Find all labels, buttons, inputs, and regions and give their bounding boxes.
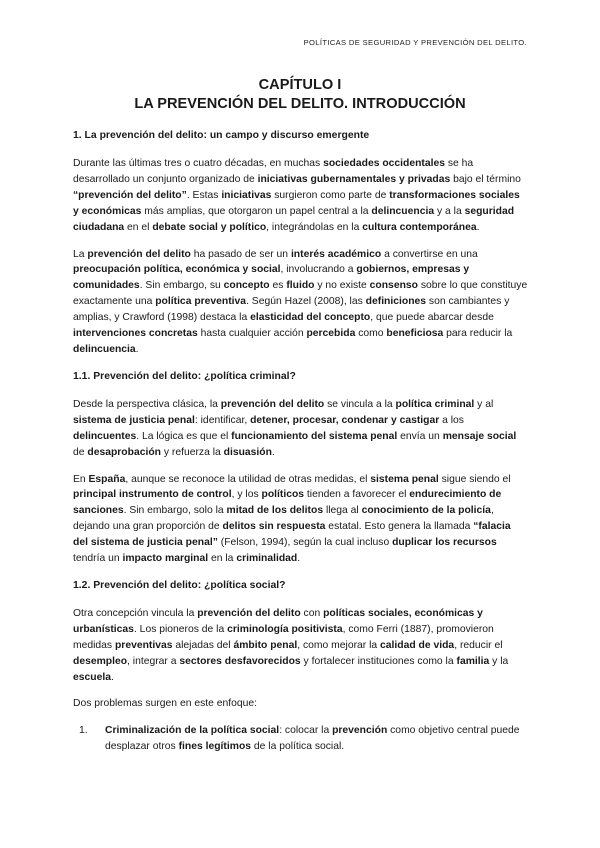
bold-term: sistema penal xyxy=(370,473,439,485)
bold-term: transformaciones sociales y económicas xyxy=(73,189,520,217)
section-heading: 1. La prevención del delito: un campo y discurso emergente xyxy=(73,130,370,141)
bold-term: prevención del delito xyxy=(220,398,325,410)
bold-term: política preventiva xyxy=(155,296,247,308)
bold-term: iniciativas gubernamentales y privadas xyxy=(257,173,451,185)
bold-term: fines legítimos xyxy=(178,741,252,753)
bold-term: funcionamiento del sistema penal xyxy=(231,430,398,442)
body-content xyxy=(73,128,528,755)
bold-term: políticos xyxy=(261,489,305,501)
bold-term: disuasión xyxy=(223,446,272,458)
bold-term: preventivas xyxy=(114,639,173,651)
list-item xyxy=(73,723,528,755)
bold-term: intervenciones concretas xyxy=(73,328,198,340)
bold-term: calidad de vida xyxy=(380,639,455,651)
section-heading: 1.2. Prevención del delito: ¿política social? xyxy=(73,579,286,591)
chapter-number: CAPÍTULO I xyxy=(258,77,342,93)
section-heading: 1.1. Prevención del delito: ¿política criminal? xyxy=(73,370,296,382)
paragraph: En España, aunque se reconoce la utilidad de otras medidas, el sistema penal sigue siendo el principal instrumento de control, y los políticos tienden a favorecer el endurecimiento de sanciones. Sin embargo, solo la mitad de los delitos llega al conocimiento de la policía, dejando una gran proporción de delitos sin respuesta estatal. Esto genera la llamada “falacia del sistema de justicia penal” (Felson, 1994), según la cual incluso duplicar los recursos tendría un impacto marginal en la criminalidad. xyxy=(73,473,511,565)
chapter-heading xyxy=(0,76,600,114)
bold-term: desempleo xyxy=(73,655,128,667)
bold-term: concepto xyxy=(223,280,270,292)
paragraph: Otra concepción vincula la prevención del delito con políticas sociales, económicas y urbanísticas. Los pioneros de la criminología positivista, como Ferri (1887), promovieron medidas preventivas alejadas del ámbito penal, como mejorar la calidad de vida, reducir el desempleo, integrar a sectores desfavorecidos y fortalecer instituciones como la familia y la escuela. xyxy=(73,607,509,683)
bold-term: sistema de justicia penal xyxy=(73,414,195,426)
section-1-2 xyxy=(73,578,528,712)
bold-term: España xyxy=(88,473,126,485)
bold-term: cultura contemporánea xyxy=(362,221,477,233)
bold-term: mitad de los delitos xyxy=(226,505,324,517)
bold-term: delincuencia xyxy=(73,343,136,355)
bold-term: impacto marginal xyxy=(122,553,209,565)
bold-term: prevención del delito xyxy=(197,607,301,619)
bold-term: criminología positivista xyxy=(227,623,343,635)
bold-term: delincuencia xyxy=(371,205,435,217)
bold-term: prevención del delito xyxy=(87,248,191,260)
bold-term: Criminalización de la política social xyxy=(105,725,280,737)
paragraph: Dos problemas surgen en este enfoque: xyxy=(73,698,258,710)
bold-term: elasticidad del concepto xyxy=(250,312,371,324)
bold-term: fluido xyxy=(286,280,315,292)
bold-term: mensaje social xyxy=(442,430,517,442)
bold-term: percebida xyxy=(306,328,356,340)
bold-term: familia xyxy=(456,655,490,667)
bold-term: sectores desfavorecidos xyxy=(179,655,301,667)
paragraph: Desde la perspectiva clásica, la prevención del delito se vincula a la política criminal y al sistema de justicia penal: identificar, detener, procesar, condenar y castigar a los delincuentes. La lógica es que el funcionamiento del sistema penal envía un mensaje social de desaprobación y refuerza la disuasión. xyxy=(73,398,517,458)
bold-term: delincuentes xyxy=(73,430,137,442)
list-item-text: Criminalización de la política social: colocar la prevención como objetivo central puede desplazar otros fines legítimos de la política social. xyxy=(105,725,520,753)
bold-term: gobiernos, empresas y comunidades xyxy=(73,264,470,292)
bold-term: definiciones xyxy=(365,296,427,308)
running-header: POLÍTICAS DE SEGURIDAD Y PREVENCIÓN DEL DELITO. xyxy=(303,38,527,47)
bold-term: detener, procesar, condenar y castigar xyxy=(250,414,440,426)
chapter-title: LA PREVENCIÓN DEL DELITO. INTRODUCCIÓN xyxy=(134,96,466,112)
bold-term: conocimiento de la policía xyxy=(361,505,491,517)
bold-term: escuela xyxy=(73,671,111,683)
bold-term: endurecimiento de sanciones xyxy=(73,489,502,517)
bold-term: desaprobación xyxy=(87,446,161,458)
bold-term: preocupación política, económica y social xyxy=(73,264,281,276)
bold-term: duplicar los recursos xyxy=(392,537,497,549)
bold-term: seguridad ciudadana xyxy=(73,205,515,233)
section-1 xyxy=(73,128,528,358)
bold-term: debate social y político xyxy=(152,221,267,233)
bold-term: principal instrumento de control xyxy=(73,489,232,501)
paragraph: Durante las últimas tres o cuatro décadas, en muchas sociedades occidentales se ha desarrollado un conjunto organizado de iniciativas gubernamentales y privadas bajo el término “prevención del delito”. Estas iniciativas surgieron como parte de transformaciones sociales y económicas más amplias, que otorgaron un papel central a la delincuencia y a la seguridad ciudadana en el debate social y político, integrándolas en la cultura contemporánea. xyxy=(73,158,521,233)
list-item-number: 1. xyxy=(79,725,88,737)
bold-term: beneficiosa xyxy=(386,328,444,340)
paragraph: La prevención del delito ha pasado de ser un interés académico a convertirse en una preocupación política, económica y social, involucrando a gobiernos, empresas y comunidades. Sin embargo, su concepto es fluido y no existe consenso sobre lo que constituye exactamente una política preventiva. Según Hazel (2008), las definiciones son cambiantes y amplias, y Crawford (1998) destaca la elasticidad del concepto, que puede abarcar desde intervenciones concretas hasta cualquier acción percebida como beneficiosa para reducir la delincuencia. xyxy=(73,248,528,355)
numbered-list xyxy=(73,723,528,755)
bold-term: iniciativas xyxy=(221,189,272,201)
bold-term: “falacia del sistema de justicia penal” xyxy=(73,521,511,549)
bold-term: política criminal xyxy=(395,398,475,410)
bold-term: prevención xyxy=(332,725,388,737)
section-1-1 xyxy=(73,369,528,567)
bold-term: sociedades occidentales xyxy=(323,158,445,169)
bold-term: ámbito penal xyxy=(233,639,298,651)
bold-term: políticas sociales, económicas y urbanísticas xyxy=(73,607,483,635)
bold-term: criminalidad xyxy=(236,553,298,565)
bold-term: “prevención del delito” xyxy=(73,189,187,201)
bold-term: interés académico xyxy=(290,248,382,260)
bold-term: consenso xyxy=(369,280,418,292)
bold-term: delitos sin respuesta xyxy=(222,521,326,533)
